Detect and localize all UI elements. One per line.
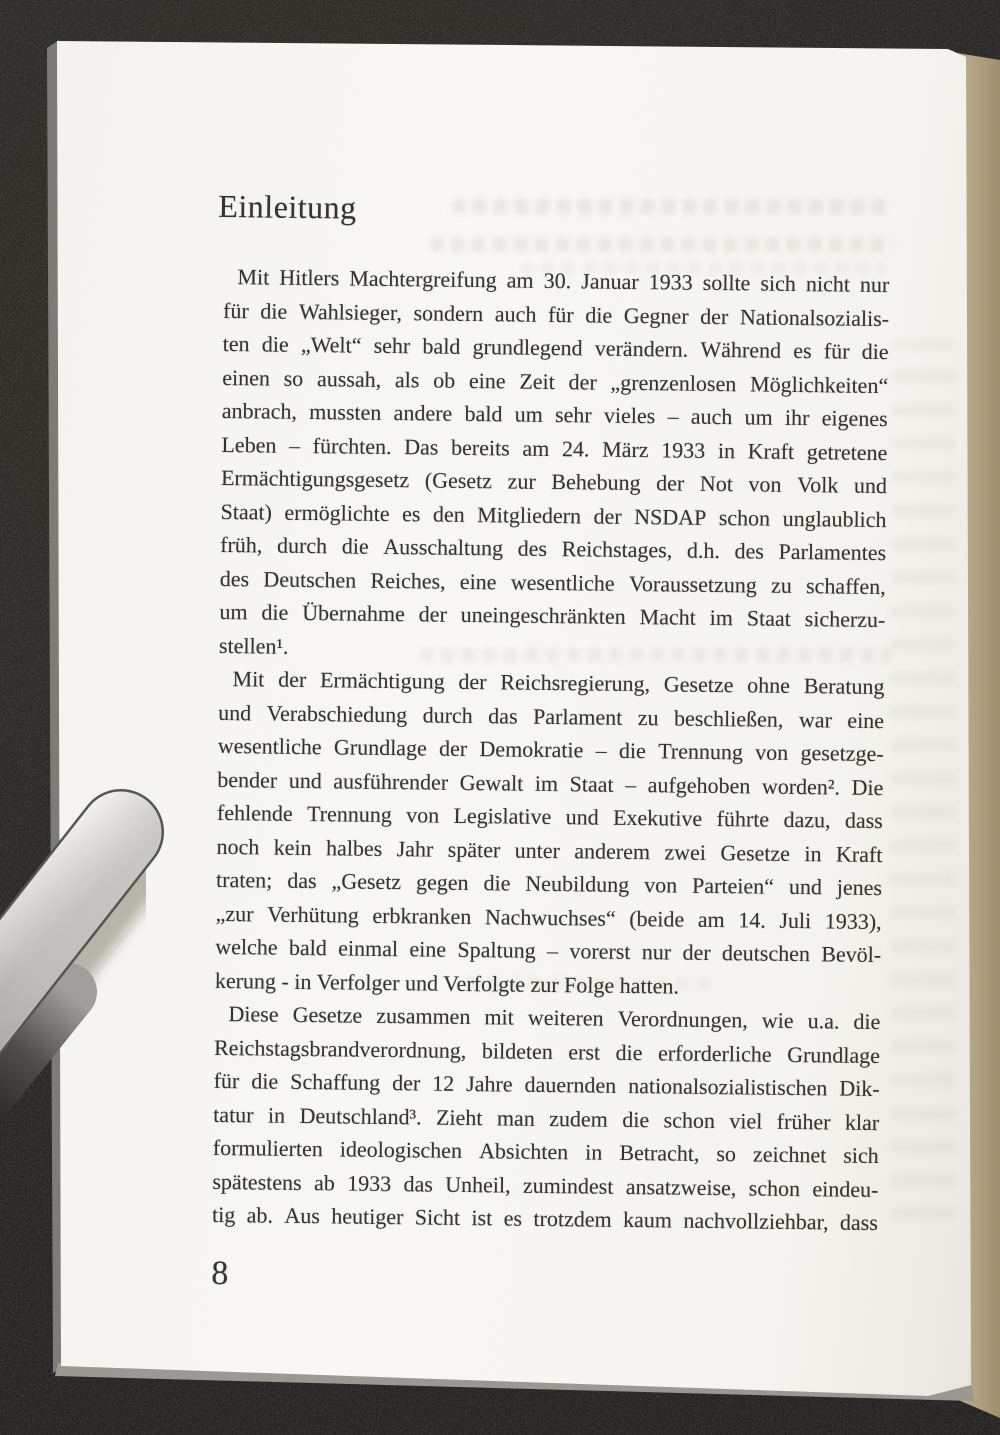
text-line: tatur in Deutschland³. Zieht man zudem die schon viel früher klar: [213, 1101, 880, 1135]
text-line: ten die „Welt“ sehr bald grundlegend verändern. Während es für die: [222, 330, 889, 365]
paragraph: [219, 260, 890, 670]
text-line: fehlende Trennung von Legislative und Exekutive führte dazu, dass: [216, 799, 883, 834]
text-line: noch kein halbes Jahr später unter anderem zwei Gesetze in Kraft: [216, 833, 883, 867]
text-line: Reichstagsbrandverordnung, bildeten erst die erforderliche Grundlage: [213, 1034, 881, 1068]
text-line: bender und ausführender Gewalt im Staat – aufgehoben worden². Die: [217, 766, 884, 800]
text-line: für die Schaffung der 12 Jahre dauernden nationalsozialistischen Dik-: [213, 1067, 880, 1102]
text-line: Ermächtigungsgesetz (Gesetz zur Behebung der Not von Volk und: [220, 464, 888, 499]
text-line: wesentliche Grundlage der Demokratie – die Trennung von gesetzge-: [217, 732, 884, 767]
text-line: spätestens ab 1933 das Unheil, zumindest ansatzweise, schon eindeu-: [212, 1168, 879, 1202]
text-line: stellen¹.: [218, 632, 289, 659]
text-line: Diese Gesetze zusammen mit weiteren Verordnungen, wie u.a. die: [228, 1001, 881, 1035]
text-line: um die Übernahme der uneingeschränkten Macht im Staat sicherzu-: [219, 598, 886, 633]
bleed-through-column: [891, 340, 955, 1220]
text-line: traten; das „Gesetz gegen die Neubildung von Parteien“ und jenes: [215, 866, 883, 901]
text-line: welche bald einmal eine Spaltung – vorerst nur der deutschen Bevöl-: [215, 933, 882, 968]
text-line: Staat) ermöglichte es den Mitgliedern der NSDAP schon unglaublich: [220, 498, 887, 532]
text-line: des Deutschen Reiches, eine wesentliche Voraussetzung zu schaffen,: [219, 565, 886, 599]
text-line: einen so aussah, als ob eine Zeit der „grenzenlosen Möglichkeiten“: [222, 364, 889, 398]
text-line: „zur Verhütung erbkranken Nachwuchses“ (beide am 14. Juli 1933),: [215, 900, 882, 934]
text-line: Mit der Ermächtigung der Reichsregierung, Gesetze ohne Beratung: [232, 666, 885, 700]
text-line: früh, durch die Ausschaltung des Reichstages, d.h. des Parlamentes: [220, 531, 887, 566]
text-line: und Verabschiedung durch das Parlament zu beschließen, war eine: [218, 699, 885, 733]
paragraph: [212, 997, 881, 1240]
page-heading: Einleitung: [218, 187, 357, 226]
text-line: für die Wahlsieger, sondern auch für die Gegner der Nationalsozialis-: [222, 297, 890, 331]
text-line: Leben – fürchten. Das bereits am 24. März 1933 in Kraft getretene: [221, 431, 888, 465]
page-text: [211, 186, 890, 1300]
text-line: kerung - in Verfolger und Verfolgte zur Folge hatten.: [214, 967, 680, 999]
text-line: formulierten ideologischen Absichten in Betracht, so zeichnet sich: [212, 1134, 879, 1169]
paragraphs: [212, 260, 890, 1240]
text-line: tig ab. Aus heutiger Sicht ist es trotzdem kaum nachvollziehbar, dass: [211, 1201, 879, 1236]
page-number: 8: [211, 1254, 229, 1292]
text-line: Mit Hitlers Machtergreifung am 30. Januar 1933 sollte sich nicht nur: [237, 264, 890, 298]
text-line: anbrach, mussten andere bald um sehr vieles – auch um ihr eigenes: [221, 397, 888, 432]
paragraph: [215, 662, 885, 1005]
